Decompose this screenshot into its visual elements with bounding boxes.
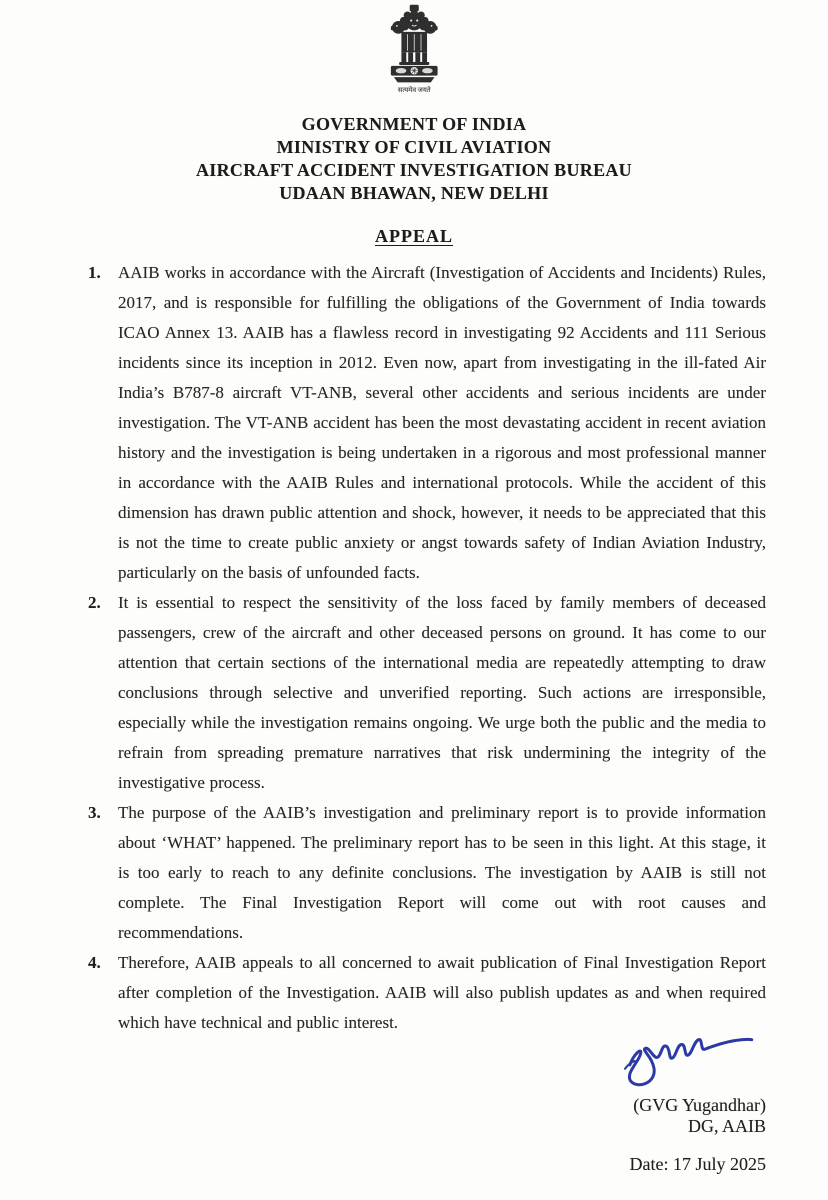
handwritten-signature-icon	[610, 1030, 762, 1090]
document-body	[88, 258, 766, 1038]
letterhead	[0, 113, 828, 205]
letterhead-address: UDAAN BHAWAN, NEW DELHI	[279, 183, 549, 203]
signatory-designation: DG, AAIB	[687, 1116, 766, 1136]
signature-block	[0, 1030, 766, 1175]
paragraph-1-text: AAIB works in accordance with the Aircraft (Investigation of Accidents and Incidents) Rules, 2017, and is responsible for fulfilling the obligations of the Government of India towards ICAO Annex 13. AAIB has a flawless record in investigating 92 Accidents and 111 Serious incidents since its inception in 2012. Even now, apart from investigating in the ill-fated Air India’s B787-8 aircraft VT-ANB, several other accidents and serious incidents are under investigation. The VT-ANB accident has been the most devastating accident in recent aviation history and the investigation is being undertaken in a rigorous and most professional manner in accordance with the AAIB Rules and international protocols. While the accident of this dimension has drawn public attention and shock, however, it needs to be appreciated that this is not the time to create public anxiety or angst towards safety of Indian Aviation Industry, particularly on the basis of unfounded facts.	[118, 263, 766, 582]
document-title: APPEAL	[375, 226, 453, 246]
paragraph-2-number: 2.	[88, 593, 101, 612]
paragraph-1	[88, 258, 766, 588]
paragraph-2-text: It is essential to respect the sensitivity of the loss faced by family members of deceased passengers, crew of the aircraft and other deceased persons on ground. It has come to our attention that certain sections of the international media are repeatedly attempting to draw conclusions through selective and unverified reporting. Such actions are irresponsible, especially while the investigation remains ongoing. We urge both the public and the media to refrain from spreading premature narratives that risk undermining the integrity of the investigative process.	[118, 593, 766, 792]
letterhead-bureau: AIRCRAFT ACCIDENT INVESTIGATION BUREAU	[196, 160, 632, 180]
paragraph-4-number: 4.	[88, 953, 101, 972]
letterhead-government: GOVERNMENT OF INDIA	[301, 114, 527, 134]
letterhead-ministry: MINISTRY OF CIVIL AVIATION	[276, 137, 552, 157]
paragraph-4	[88, 948, 766, 1038]
document-date: Date: 17 July 2025	[629, 1154, 766, 1174]
paragraph-3	[88, 798, 766, 948]
emblem-container	[0, 0, 828, 106]
paragraph-3-text: The purpose of the AAIB’s investigation and preliminary report is to provide information about ‘WHAT’ happened. The preliminary report has to be seen in this light. At this stage, it is too early to reach to any definite conclusions. The investigation by AAIB is still not complete. The Final Investigation Report will come out with root causes and recommendations.	[118, 803, 766, 942]
paragraph-3-number: 3.	[88, 803, 101, 822]
paragraph-2	[88, 588, 766, 798]
national-emblem-icon	[369, 4, 459, 102]
signatory-name: (GVG Yugandhar)	[633, 1095, 766, 1115]
paragraph-1-number: 1.	[88, 263, 101, 282]
emblem-motto-text: सत्यमेव जयते	[397, 87, 431, 95]
paragraph-4-text: Therefore, AAIB appeals to all concerned to await publication of Final Investigation Report after completion of the Investigation. AAIB will also publish updates as and when required which have technical and public interest.	[118, 953, 766, 1032]
